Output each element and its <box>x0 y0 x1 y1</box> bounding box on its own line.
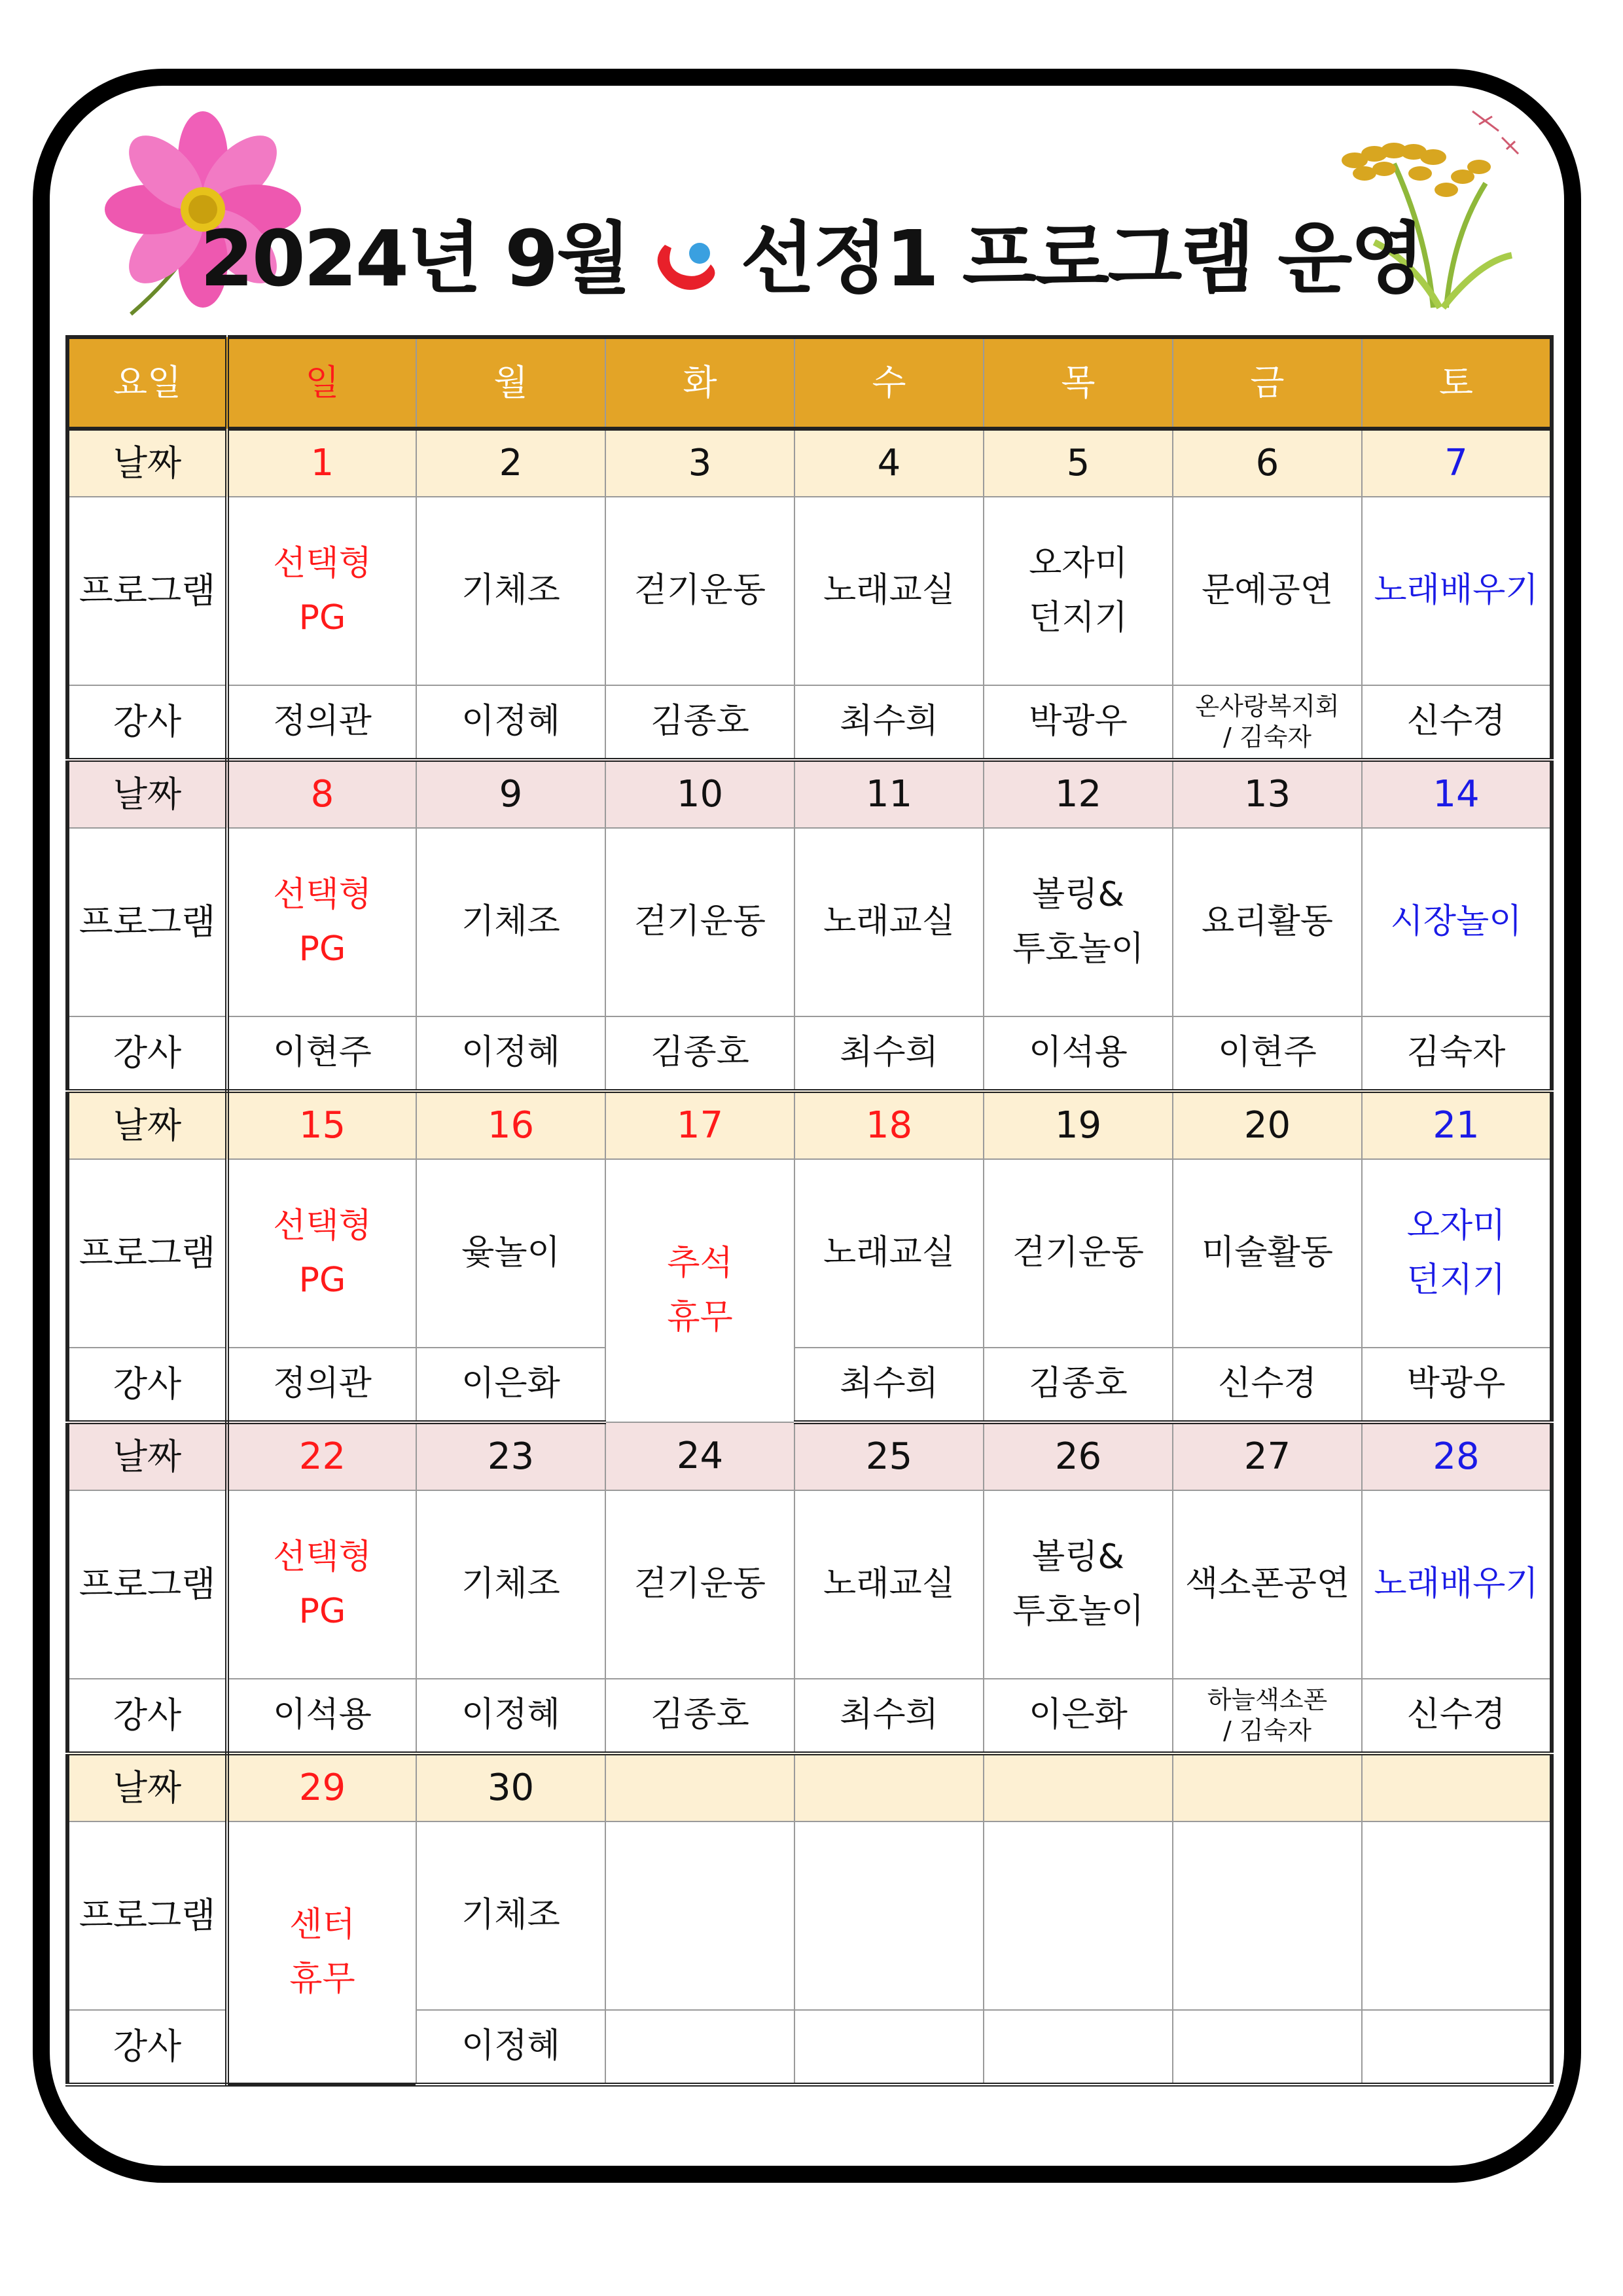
weekday-mon: 월 <box>416 337 605 429</box>
teacher-text: 박광우 <box>1406 1364 1506 1404</box>
teacher-text: 하늘색소폰 <box>1207 1685 1328 1714</box>
weekday-tue: 화 <box>605 337 794 429</box>
program-row <box>67 1490 1552 1679</box>
program-text: 추석 <box>667 1243 733 1283</box>
date-row <box>67 1091 1552 1159</box>
program-text: 윷놀이 <box>461 1233 560 1273</box>
teacher-cell <box>416 2010 605 2085</box>
program-cell <box>794 497 984 685</box>
program-text: 노래교실 <box>823 1233 955 1273</box>
teacher-cell <box>794 1016 984 1091</box>
date-cell <box>1362 1753 1552 1821</box>
program-cell <box>984 1490 1173 1679</box>
program-row-label: 프로그램 <box>67 497 227 685</box>
date-cell: 11 <box>794 760 984 828</box>
teacher-cell <box>984 2010 1173 2085</box>
date-cell: 6 <box>1173 429 1362 497</box>
title-year-month: 2024년 9월 <box>200 213 630 304</box>
teacher-cell <box>794 1348 984 1422</box>
program-row <box>67 828 1552 1016</box>
teacher-text: / 김숙자 <box>1222 1716 1311 1745</box>
program-cell <box>1362 1159 1552 1348</box>
program-cell <box>227 497 416 685</box>
teacher-row-label: 강사 <box>67 685 227 760</box>
teacher-cell <box>416 685 605 760</box>
program-cell <box>227 1159 416 1348</box>
date-cell: 1 <box>227 429 416 497</box>
teacher-row <box>67 1679 1552 1753</box>
program-cell <box>794 1821 984 2010</box>
date-cell: 2 <box>416 429 605 497</box>
program-text: 노래교실 <box>823 902 955 942</box>
teacher-text: 김숙자 <box>1406 1033 1506 1073</box>
date-cell: 23 <box>416 1422 605 1490</box>
teacher-cell <box>1173 1348 1362 1422</box>
program-cell <box>794 1490 984 1679</box>
program-cell <box>605 1821 794 2010</box>
teacher-cell <box>605 1679 794 1753</box>
program-text: 볼링& <box>1031 874 1124 914</box>
teacher-text: 최수희 <box>840 1033 938 1073</box>
date-cell <box>1173 1753 1362 1821</box>
teacher-text: 이정혜 <box>461 1033 560 1073</box>
teacher-text: 김종호 <box>651 702 749 742</box>
program-text: 선택형 <box>273 1537 372 1577</box>
date-cell: 28 <box>1362 1422 1552 1490</box>
program-text: 기체조 <box>461 571 560 611</box>
program-text: 선택형 <box>273 1206 372 1246</box>
program-text: 색소폰공연 <box>1185 1564 1350 1604</box>
program-cell <box>605 497 794 685</box>
program-cell <box>794 828 984 1016</box>
program-cell <box>416 1490 605 1679</box>
teacher-text: 김종호 <box>651 1033 749 1073</box>
teacher-row-label: 강사 <box>67 1679 227 1753</box>
date-cell: 20 <box>1173 1091 1362 1159</box>
date-row <box>67 429 1552 497</box>
date-row-label: 날짜 <box>67 1753 227 1821</box>
teacher-text: 최수희 <box>840 1695 938 1735</box>
date-cell: 12 <box>984 760 1173 828</box>
teacher-text: 이현주 <box>1218 1033 1317 1073</box>
program-text: 노래배우기 <box>1374 1564 1539 1604</box>
teacher-cell <box>1362 1348 1552 1422</box>
teacher-cell <box>984 1679 1173 1753</box>
date-cell: 16 <box>416 1091 605 1159</box>
program-text: 문예공연 <box>1202 571 1333 611</box>
program-text: 기체조 <box>461 1895 560 1935</box>
program-cell <box>1173 1821 1362 2010</box>
program-text: 요리활동 <box>1202 902 1333 942</box>
weekday-header-label: 요일 <box>67 337 227 429</box>
program-text: 걷기운동 <box>634 902 766 942</box>
program-text: 걷기운동 <box>1012 1233 1144 1273</box>
program-text: 오자미 <box>1406 1206 1506 1246</box>
teacher-text: 신수경 <box>1406 1695 1506 1735</box>
teacher-cell <box>794 685 984 760</box>
program-text: 시장놀이 <box>1390 902 1522 942</box>
teacher-text: 이현주 <box>273 1033 372 1073</box>
teacher-text: 신수경 <box>1218 1364 1317 1404</box>
program-text: 노래교실 <box>823 571 955 611</box>
teacher-text: 김종호 <box>1029 1364 1128 1404</box>
teacher-cell <box>605 1016 794 1091</box>
program-cell <box>416 828 605 1016</box>
program-row <box>67 497 1552 685</box>
program-text: PG <box>298 929 346 969</box>
heart-logo-icon <box>649 228 727 300</box>
program-cell <box>1173 1159 1362 1348</box>
date-cell: 9 <box>416 760 605 828</box>
program-cell <box>984 497 1173 685</box>
program-text: 기체조 <box>461 902 560 942</box>
teacher-text: 정의관 <box>273 1364 372 1404</box>
date-cell: 21 <box>1362 1091 1552 1159</box>
date-cell: 27 <box>1173 1422 1362 1490</box>
date-cell: 30 <box>416 1753 605 1821</box>
program-text: 기체조 <box>461 1564 560 1604</box>
teacher-cell <box>605 685 794 760</box>
program-cell <box>794 1159 984 1348</box>
teacher-cell <box>605 2010 794 2085</box>
program-text: 센터 <box>289 1905 355 1945</box>
teacher-text: 이은화 <box>1029 1695 1128 1735</box>
teacher-text: 이정혜 <box>461 1695 560 1735</box>
teacher-cell <box>416 1348 605 1422</box>
teacher-cell <box>984 1016 1173 1091</box>
program-text: 노래교실 <box>823 1564 955 1604</box>
program-cell <box>1362 828 1552 1016</box>
program-text: 걷기운동 <box>634 1564 766 1604</box>
teacher-cell <box>794 1679 984 1753</box>
date-cell: 25 <box>794 1422 984 1490</box>
teacher-text: 온사랑복지회 <box>1195 691 1340 721</box>
teacher-row-label: 강사 <box>67 1348 227 1422</box>
date-cell <box>605 1753 794 1821</box>
program-text: 오자미 <box>1029 543 1128 583</box>
program-text: 선택형 <box>273 543 372 583</box>
program-cell <box>984 828 1173 1016</box>
program-cell <box>1362 497 1552 685</box>
program-cell <box>227 1821 416 2085</box>
program-row-label: 프로그램 <box>67 828 227 1016</box>
date-row <box>67 1422 1552 1490</box>
program-cell <box>416 497 605 685</box>
teacher-text: 최수희 <box>840 702 938 742</box>
teacher-cell <box>984 1348 1173 1422</box>
teacher-text: 최수희 <box>840 1364 938 1404</box>
teacher-cell <box>227 1679 416 1753</box>
teacher-cell <box>1362 1679 1552 1753</box>
date-row-label: 날짜 <box>67 760 227 828</box>
date-cell: 13 <box>1173 760 1362 828</box>
program-cell <box>227 828 416 1016</box>
program-row-label: 프로그램 <box>67 1821 227 2010</box>
teacher-text: 이석용 <box>273 1695 372 1735</box>
program-cell <box>1173 828 1362 1016</box>
teacher-text: 이정혜 <box>461 702 560 742</box>
teacher-cell <box>1362 685 1552 760</box>
program-text: PG <box>298 1261 346 1300</box>
teacher-text: 이정혜 <box>461 2026 560 2066</box>
teacher-cell <box>227 685 416 760</box>
teacher-text: / 김숙자 <box>1222 723 1311 751</box>
teacher-cell <box>416 1679 605 1753</box>
teacher-row-label: 강사 <box>67 2010 227 2085</box>
program-text: 선택형 <box>273 874 372 914</box>
teacher-cell <box>227 1348 416 1422</box>
date-row-label: 날짜 <box>67 1422 227 1490</box>
weekday-fri: 금 <box>1173 337 1362 429</box>
teacher-text: 김종호 <box>651 1695 749 1735</box>
teacher-cell <box>1173 685 1362 760</box>
teacher-row <box>67 1016 1552 1091</box>
weekday-sat: 토 <box>1362 337 1552 429</box>
teacher-cell <box>1362 1016 1552 1091</box>
teacher-cell <box>1173 1679 1362 1753</box>
teacher-text: 신수경 <box>1406 702 1506 742</box>
program-text: 볼링& <box>1031 1537 1124 1577</box>
weekday-sun: 일 <box>227 337 416 429</box>
date-cell: 7 <box>1362 429 1552 497</box>
schedule-table <box>65 335 1554 2087</box>
teacher-row <box>67 685 1552 760</box>
teacher-cell <box>416 1016 605 1091</box>
teacher-cell <box>1173 2010 1362 2085</box>
date-cell: 19 <box>984 1091 1173 1159</box>
program-text: 미술활동 <box>1202 1233 1333 1273</box>
date-cell: 17 <box>605 1091 794 1159</box>
date-cell <box>794 1753 984 1821</box>
program-text: 투호놀이 <box>1012 929 1144 969</box>
date-cell: 14 <box>1362 760 1552 828</box>
date-cell: 26 <box>984 1422 1173 1490</box>
program-text: 노래배우기 <box>1374 571 1539 611</box>
program-text: PG <box>298 1592 346 1631</box>
weekday-thu: 목 <box>984 337 1173 429</box>
program-text: 휴무 <box>667 1298 733 1337</box>
teacher-cell <box>1362 2010 1552 2085</box>
program-cell <box>984 1159 1173 1348</box>
teacher-text: 박광우 <box>1029 702 1128 742</box>
date-row <box>67 1753 1552 1821</box>
program-cell <box>984 1821 1173 2010</box>
program-text: 투호놀이 <box>1012 1592 1144 1631</box>
program-cell <box>1173 497 1362 685</box>
date-cell: 18 <box>794 1091 984 1159</box>
date-cell: 24 <box>605 1422 794 1490</box>
program-cell <box>1173 1490 1362 1679</box>
date-row-label: 날짜 <box>67 1091 227 1159</box>
program-cell <box>605 828 794 1016</box>
date-cell: 8 <box>227 760 416 828</box>
program-row <box>67 1159 1552 1348</box>
program-row-label: 프로그램 <box>67 1159 227 1348</box>
program-cell <box>1362 1490 1552 1679</box>
teacher-cell <box>794 2010 984 2085</box>
date-cell: 3 <box>605 429 794 497</box>
program-cell <box>605 1490 794 1679</box>
weekday-header-row <box>67 337 1552 429</box>
program-row-label: 프로그램 <box>67 1490 227 1679</box>
teacher-cell <box>1173 1016 1362 1091</box>
program-cell <box>416 1159 605 1348</box>
date-row-label: 날짜 <box>67 429 227 497</box>
teacher-text: 이석용 <box>1029 1033 1128 1073</box>
teacher-cell <box>984 685 1173 760</box>
date-cell: 22 <box>227 1422 416 1490</box>
program-text: 던지기 <box>1406 1261 1506 1300</box>
program-text: 던지기 <box>1029 598 1128 637</box>
program-row <box>67 1821 1552 2010</box>
date-cell: 29 <box>227 1753 416 1821</box>
title-program-name: 선정1 프로그램 운영 <box>740 213 1423 304</box>
program-cell <box>227 1490 416 1679</box>
date-cell: 4 <box>794 429 984 497</box>
teacher-row-label: 강사 <box>67 1016 227 1091</box>
date-cell: 15 <box>227 1091 416 1159</box>
date-cell: 10 <box>605 760 794 828</box>
date-cell <box>984 1753 1173 1821</box>
teacher-cell <box>227 1016 416 1091</box>
program-text: 휴무 <box>289 1960 355 1999</box>
weekday-wed: 수 <box>794 337 984 429</box>
program-cell <box>605 1159 794 1422</box>
program-cell <box>416 1821 605 2010</box>
teacher-text: 정의관 <box>273 702 372 742</box>
date-cell: 5 <box>984 429 1173 497</box>
program-text: 걷기운동 <box>634 571 766 611</box>
teacher-text: 이은화 <box>461 1364 560 1404</box>
date-row <box>67 760 1552 828</box>
program-text: PG <box>298 598 346 637</box>
program-cell <box>1362 1821 1552 2010</box>
teacher-row <box>67 1348 1552 1422</box>
page-title <box>0 196 1623 308</box>
